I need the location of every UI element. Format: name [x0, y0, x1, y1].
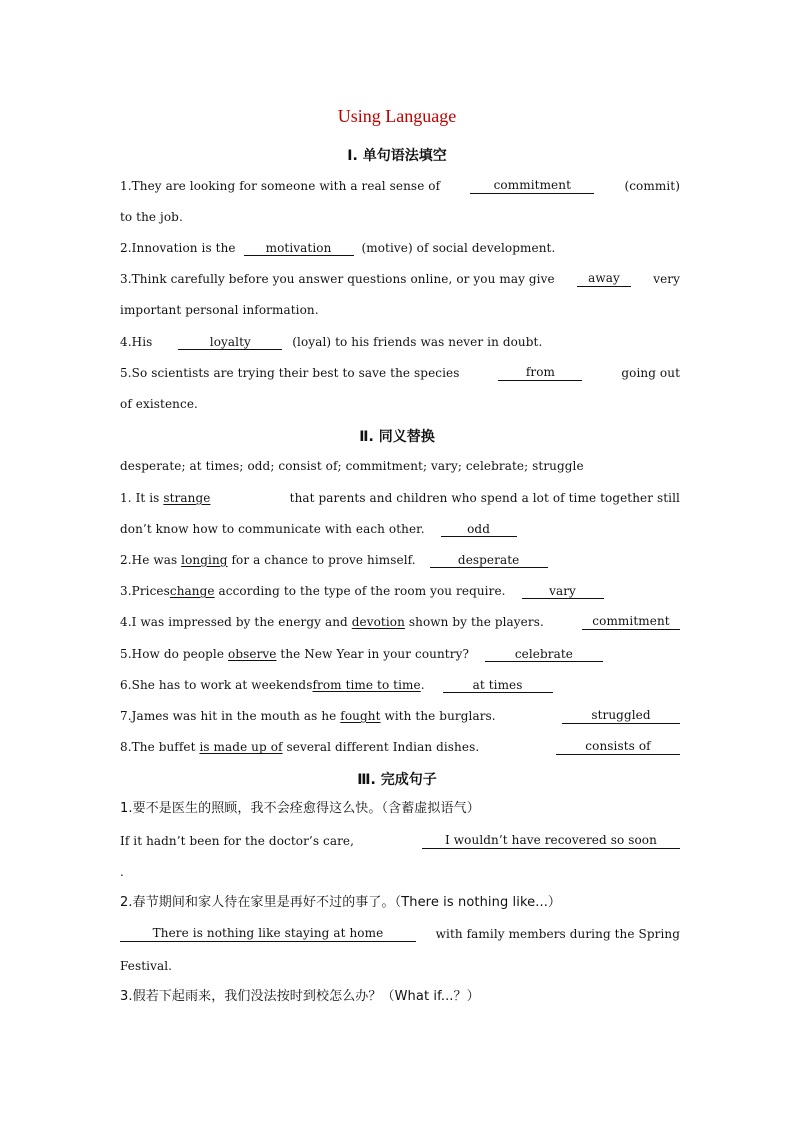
s1-q1-answer: commitment [470, 178, 594, 194]
s2-q4-line [120, 614, 680, 630]
s2-q7-line [120, 708, 680, 724]
s1-q5-rest: going out [621, 366, 680, 380]
s1-q3-rest: very [653, 272, 680, 286]
s1-q5-stem: 5.So scientists are trying their best to save the species [120, 366, 460, 380]
s2-q2-stem: 2.He was [120, 553, 178, 567]
s3-q2-rest: with family members during the Spring [435, 927, 680, 941]
s2-q8-line [120, 739, 680, 755]
s1-q4-line [120, 334, 680, 350]
s1-q3-stem: 3.Think carefully before you answer questions online, or you may give [120, 272, 555, 286]
s2-q5-stem: 5.How do people [120, 647, 225, 661]
section-2-heading: Ⅱ. 同义替换 [359, 429, 435, 445]
s2-q3-line [120, 583, 680, 599]
s2-q3-rest: according to the type of the room you require. [218, 584, 506, 598]
s2-q3-keyword: change [169, 584, 215, 598]
s2-q1-stem: 1. It is strange [120, 491, 211, 505]
s2-q8-answer: consists of [556, 739, 680, 755]
s1-q3-line2: important personal information. [120, 303, 319, 317]
s2-q2-rest: for a chance to prove himself. [231, 553, 416, 567]
s2-q1-keyword: strange [163, 491, 211, 505]
s1-q3-answer: away [577, 271, 631, 287]
s1-q5-answer: from [498, 365, 582, 381]
s2-q6-answer: at times [443, 678, 553, 693]
s3-q3-prompt: 3.假若下起雨来，我们没法按时到校怎么办？（What if...？） [120, 989, 480, 1004]
s3-q2-line1 [120, 926, 680, 942]
s2-q5-rest: the New Year in your country? [280, 647, 469, 661]
s3-q1-line [120, 833, 680, 849]
s2-q2-keyword: longing [181, 553, 228, 567]
s2-q6-line [120, 677, 680, 693]
s2-q2-answer: desperate [430, 553, 548, 568]
s2-q4-answer: commitment [582, 614, 680, 630]
s1-q3-line1 [120, 271, 680, 287]
s1-q2-stem: 2.Innovation is the [120, 241, 236, 255]
s2-q4-stem: 4.I was impressed by the energy and devotion shown by the players. [120, 615, 544, 629]
s2-q5-answer: celebrate [485, 647, 603, 662]
s3-q1-answer: I wouldn’t have recovered so soon [422, 833, 680, 849]
s1-q4-rest: (loyal) to his friends was never in doubt. [292, 335, 543, 349]
s2-q7-stem: 7.James was hit in the mouth as he fought with the burglars. [120, 709, 496, 723]
s2-q6-period: . [420, 678, 425, 692]
s2-q8-stem: 8.The buffet is made up of several different Indian dishes. [120, 740, 480, 754]
s2-q6-stem: 6.She has to work at weekends [120, 678, 313, 692]
section-1-heading: Ⅰ. 单句语法填空 [347, 148, 447, 164]
s1-q5-line1 [120, 365, 680, 381]
s3-q1-end: . [120, 865, 124, 879]
s3-q2-prompt: 2.春节期间和家人待在家里是再好不过的事了。（There is nothing like...） [120, 895, 562, 910]
s1-q1-hint: (commit) [624, 179, 680, 193]
s2-q1-line1 [120, 490, 680, 506]
s1-q2-answer: motivation [244, 241, 354, 256]
page-title: Using Language [337, 106, 457, 126]
s2-q1-rest: that parents and children who spend a lot of time together still [289, 491, 680, 505]
s1-q1-stem: 1.They are looking for someone with a real sense of [120, 179, 441, 193]
s3-q1-prompt: 1.要不是医生的照顾，我不会痊愈得这么快。（含蓄虚拟语气） [120, 801, 480, 816]
s2-q3-stem: 3.Prices [120, 584, 170, 598]
s1-q4-answer: loyalty [178, 335, 282, 350]
s2-q5-keyword: observe [228, 647, 277, 661]
s1-q1-line2: to the job. [120, 210, 183, 224]
s2-q8-keyword: is made up of [199, 740, 283, 754]
s1-q2-line [120, 240, 680, 256]
s2-q3-answer: vary [522, 584, 604, 599]
s3-q2-line2: Festival. [120, 959, 173, 973]
s3-q2-answer: There is nothing like staying at home [120, 926, 416, 942]
s2-q4-keyword: devotion [351, 615, 405, 629]
s2-q7-keyword: fought [340, 709, 381, 723]
s2-q6-keyword: from time to time [312, 678, 421, 692]
s2-q1-answer: odd [441, 522, 517, 537]
s2-q5-line [120, 646, 680, 662]
s1-q5-line2: of existence. [120, 397, 198, 411]
section-3-heading: Ⅲ. 完成句子 [357, 772, 437, 788]
word-bank: desperate; at times; odd; consist of; commitment; vary; celebrate; struggle [120, 459, 584, 473]
s1-q1-line1 [120, 178, 680, 194]
s1-q2-rest: (motive) of social development. [361, 241, 556, 255]
s1-q4-stem: 4.His [120, 335, 153, 349]
s2-q1-cont: don’t know how to communicate with each other. [120, 522, 425, 536]
s3-q1-stem: If it hadn’t been for the doctor’s care, [120, 834, 355, 848]
s2-q1-line2 [120, 521, 680, 537]
s2-q2-line [120, 552, 680, 568]
s2-q7-answer: struggled [562, 708, 680, 724]
